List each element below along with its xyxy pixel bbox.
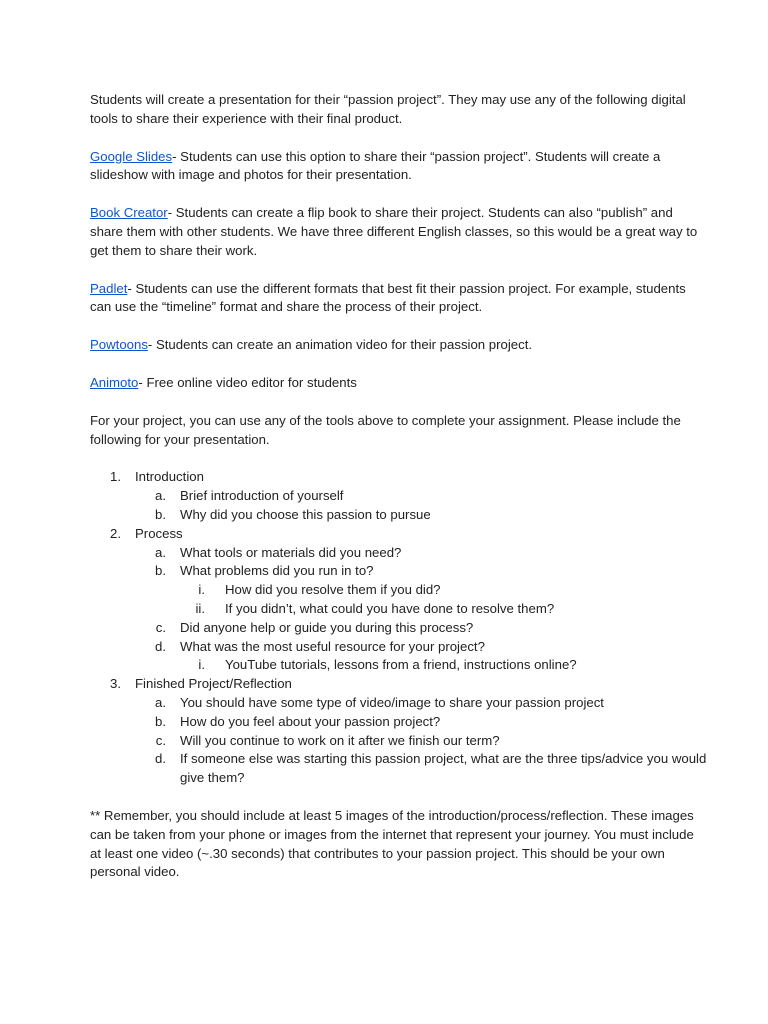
sub-sub-list-item	[180, 581, 708, 600]
sub-sub-list-item-text: How did you resolve them if you did?	[225, 582, 441, 598]
sub-sub-list-item	[180, 600, 708, 619]
list-marker: b.	[155, 563, 166, 579]
outline-item-text: Finished Project/Reflection	[135, 676, 292, 692]
animoto-description: - Free online video editor for students	[138, 374, 357, 390]
sub-list-item-text: What problems did you run in to?	[180, 563, 374, 579]
sub-list-item	[135, 694, 708, 713]
list-marker: ii.	[195, 600, 205, 616]
sub-list-item-text: Why did you choose this passion to pursue	[180, 506, 431, 522]
reminder-paragraph: ** Remember, you should include at least 5 images of the introduction/process/reflection. These images can be taken from your phone or images from the internet that represent your journey. You must include at least one video (~.30 seconds) that contributes to your passion project. This should be your own personal video.	[90, 807, 694, 880]
list-marker: a.	[155, 694, 166, 710]
tool-google-slides	[90, 148, 708, 186]
list-marker: b.	[155, 506, 166, 522]
sub-list-item-text: How do you feel about your passion project?	[180, 713, 441, 729]
sub-sub-list-item-text: YouTube tutorials, lessons from a friend, instructions online?	[225, 657, 577, 673]
outline-item-text: Process	[135, 525, 183, 541]
sub-list-item	[135, 562, 708, 618]
sub-list-item	[135, 638, 708, 676]
intro-paragraph: Students will create a presentation for their “passion project”. They may use any of the following digital tools to share their experience with their final product.	[90, 92, 686, 126]
sub-list-item-text: What was the most useful resource for your project?	[180, 638, 485, 654]
sub-sub-list	[180, 581, 708, 619]
list-marker: a.	[155, 488, 166, 504]
outline-item	[90, 525, 708, 675]
sub-list-item	[135, 732, 708, 751]
tool-book-creator	[90, 204, 708, 260]
tool-powtoons	[90, 336, 708, 355]
sub-list-item	[135, 487, 708, 506]
sub-sub-list-item-text: If you didn’t, what could you have done to resolve them?	[225, 600, 555, 616]
list-marker: d.	[155, 751, 166, 767]
google-slides-description: - Students can use this option to share their “passion project”. Students will create a slideshow with image and photos for their presentation.	[90, 148, 661, 183]
list-marker: c.	[155, 619, 166, 635]
sub-list-item-text: You should have some type of video/image to share your passion project	[180, 694, 604, 710]
outline-item	[90, 468, 708, 524]
sub-list-item	[135, 713, 708, 732]
sub-list-item	[135, 750, 708, 788]
google-slides-link[interactable]: Google Slides	[90, 148, 173, 164]
sub-list-item	[135, 619, 708, 638]
sub-list-item-text: Will you continue to work on it after we finish our term?	[180, 732, 500, 748]
sub-sub-list-item	[180, 656, 708, 675]
list-marker: i.	[198, 582, 205, 598]
list-marker: d.	[155, 638, 166, 654]
list-marker: 2.	[110, 525, 121, 541]
animoto-link[interactable]: Animoto	[90, 374, 139, 390]
list-marker: b.	[155, 713, 166, 729]
book-creator-link[interactable]: Book Creator	[90, 205, 168, 221]
list-marker: i.	[198, 657, 205, 673]
powtoons-link[interactable]: Powtoons	[90, 337, 148, 353]
list-marker: c.	[155, 732, 166, 748]
sub-list	[135, 487, 708, 525]
list-marker: 1.	[110, 469, 121, 485]
sub-list-item-text: Did anyone help or guide you during this process?	[180, 619, 474, 635]
tool-animoto	[90, 374, 708, 393]
outline-item-text: Introduction	[135, 469, 204, 485]
padlet-description: - Students can use the different formats that best fit their passion project. For example, students can use the “timeline” format and share the process of their project.	[90, 280, 686, 315]
instructions-paragraph: For your project, you can use any of the tools above to complete your assignment. Please include the following for your presentation.	[90, 412, 681, 447]
sub-list-item-text: What tools or materials did you need?	[180, 544, 402, 560]
sub-list	[135, 544, 708, 676]
sub-list-item-text: Brief introduction of yourself	[180, 488, 344, 504]
sub-list	[135, 694, 708, 788]
sub-list-item	[135, 544, 708, 563]
presentation-outline	[90, 468, 708, 788]
list-marker: a.	[155, 544, 166, 560]
sub-list-item-text: If someone else was starting this passion project, what are the three tips/advice you would give them?	[180, 751, 707, 786]
sub-sub-list	[180, 656, 708, 675]
sub-list-item	[135, 506, 708, 525]
book-creator-description: - Students can create a flip book to share their project. Students can also “publish” and share them with other students. We have three different English classes, so this would be a great way to get them to share their work.	[90, 205, 698, 258]
outline-item	[90, 675, 708, 788]
powtoons-description: - Students can create an animation video for their passion project.	[147, 337, 533, 353]
tool-padlet	[90, 280, 708, 318]
list-marker: 3.	[110, 676, 121, 692]
padlet-link[interactable]: Padlet	[90, 280, 128, 296]
